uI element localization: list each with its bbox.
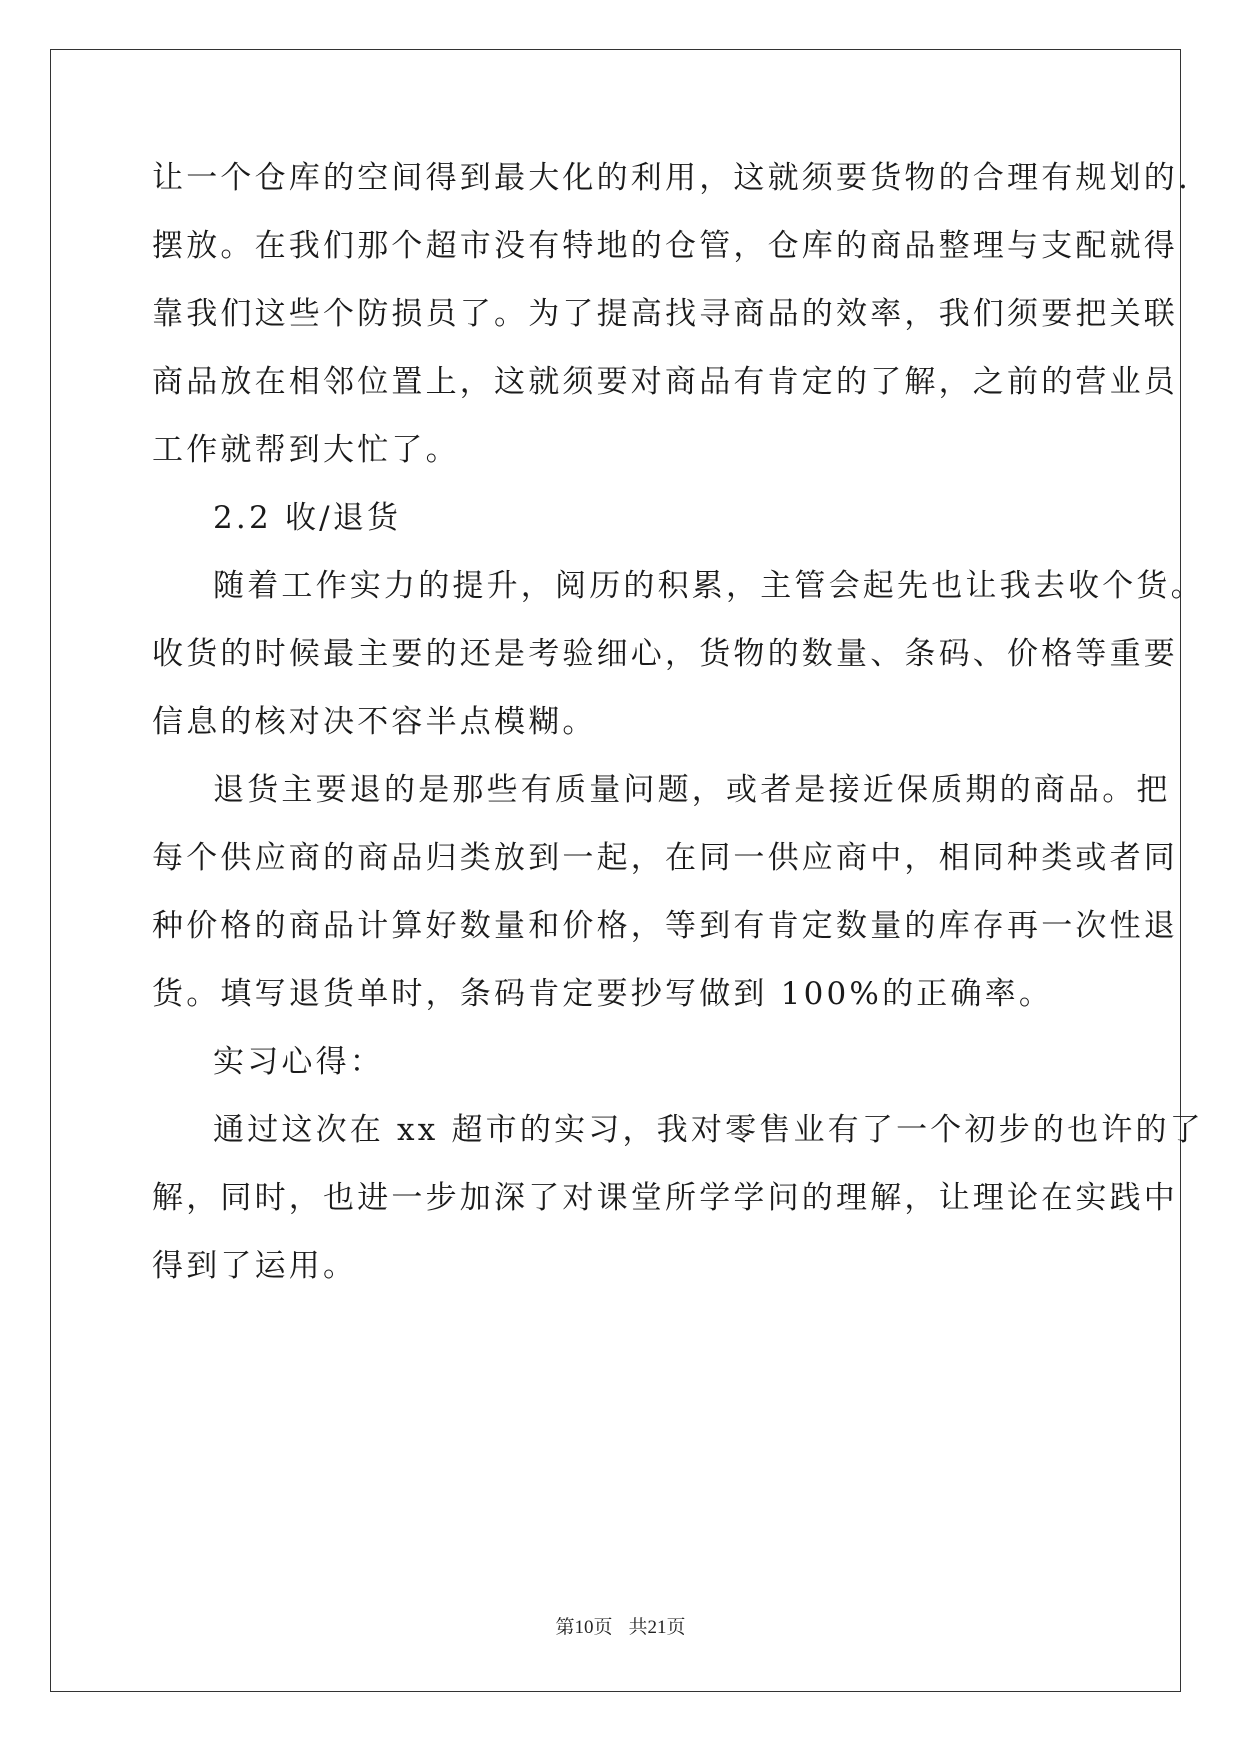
paragraph-line: 摆放。在我们那个超市没有特地的仓管，仓库的商品整理与支配就得 [152,228,1178,264]
paragraph-line: 让一个仓库的空间得到最大化的利用，这就须要货物的合理有规划的. [152,160,1192,196]
page-footer [0,1616,1241,1640]
paragraph-line: 种价格的商品计算好数量和价格，等到有肯定数量的库存再一次性退 [152,908,1178,944]
paragraph-line: 商品放在相邻位置上，这就须要对商品有肯定的了解，之前的营业员 [152,364,1178,400]
section-heading: 2.2 收/退货 [213,500,402,536]
paragraph-line: 货。填写退货单时，条码肯定要抄写做到 100%的正确率。 [152,976,1054,1012]
paragraph-line: 工作就帮到大忙了。 [152,432,460,468]
paragraph-line: 靠我们这些个防损员了。为了提高找寻商品的效率，我们须要把关联 [152,296,1178,332]
paragraph-line: 每个供应商的商品归类放到一起，在同一供应商中，相同种类或者同 [152,840,1178,876]
page-number-total: 共21页 [628,1617,686,1638]
paragraph-line: 收货的时候最主要的还是考验细心，货物的数量、条码、价格等重要 [152,636,1178,672]
page-number-current: 第10页 [555,1617,613,1638]
paragraph-line: 退货主要退的是那些有质量问题，或者是接近保质期的商品。把 [213,772,1171,808]
paragraph-line: 通过这次在 xx 超市的实习，我对零售业有了一个初步的也许的了 [213,1112,1204,1148]
paragraph-line: 解，同时，也进一步加深了对课堂所学学问的理解，让理论在实践中 [152,1180,1178,1216]
paragraph-line: 得到了运用。 [152,1248,358,1284]
paragraph-line: 信息的核对决不容半点模糊。 [152,704,597,740]
paragraph-line: 随着工作实力的提升，阅历的积累，主管会起先也让我去收个货。 [213,568,1205,604]
section-heading: 实习心得： [213,1044,384,1080]
